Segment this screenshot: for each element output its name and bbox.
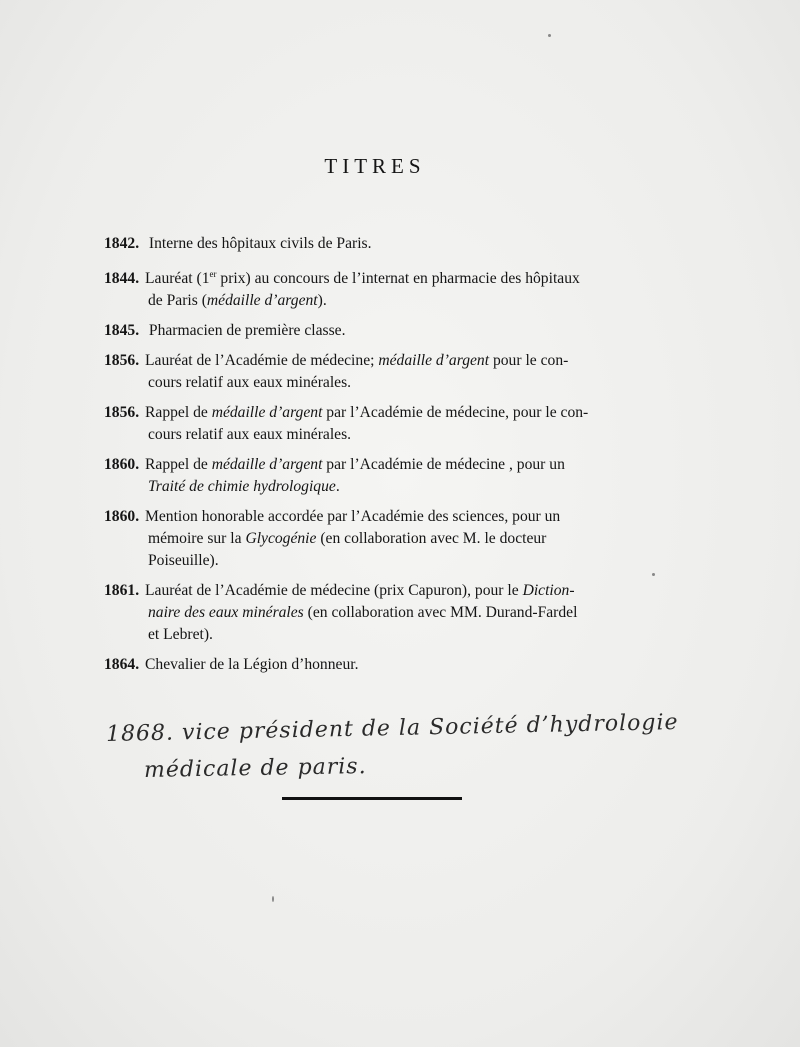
entry-text: Rappel de bbox=[145, 456, 212, 473]
entry-italic: Traité de chimie hydrologique bbox=[148, 478, 336, 495]
list-item bbox=[104, 580, 644, 646]
entry-italic: naire des eaux minérales bbox=[148, 604, 304, 621]
entry-text: de Paris ( bbox=[148, 292, 207, 309]
entry-year: 1861. bbox=[104, 582, 140, 599]
entry-text: pour le con- bbox=[489, 352, 569, 369]
handwritten-line: médicale de paris. bbox=[143, 754, 367, 783]
entry-text: . bbox=[335, 478, 340, 495]
paper-speck bbox=[652, 573, 655, 576]
list-item bbox=[104, 320, 644, 342]
list-item bbox=[104, 233, 644, 255]
entry-text: et Lebret). bbox=[148, 626, 213, 643]
list-item bbox=[104, 506, 644, 572]
entry-italic: Glycogénie bbox=[245, 530, 317, 547]
entry-text: Lauréat de l’Académie de médecine; bbox=[145, 352, 379, 369]
entry-text: prix) au concours de l’internat en pharmacie des hôpitaux bbox=[216, 270, 580, 287]
list-item bbox=[104, 263, 644, 312]
entry-text: ). bbox=[317, 292, 327, 309]
divider bbox=[282, 797, 462, 800]
entry-text: Mention honorable accordée par l’Académie des sciences, pour un bbox=[145, 508, 561, 525]
entry-text: Lauréat (1 bbox=[145, 270, 210, 287]
entry-year: 1856. bbox=[104, 404, 140, 421]
handwritten-line: 1868. vice président de la Société d’hydrologie bbox=[105, 710, 679, 747]
list-item bbox=[104, 454, 644, 498]
entry-text: Interne des hôpitaux civils de Paris. bbox=[148, 235, 372, 252]
entry-year: 1842. bbox=[104, 235, 140, 252]
entry-italic: médaille d’argent bbox=[211, 404, 323, 421]
entry-text: Pharmacien de première classe. bbox=[148, 322, 346, 339]
entry-year: 1845. bbox=[104, 322, 140, 339]
entry-text: cours relatif aux eaux minérales. bbox=[148, 426, 352, 443]
entry-year: 1860. bbox=[104, 508, 140, 525]
list-item bbox=[104, 654, 644, 676]
entry-year: 1864. bbox=[104, 656, 140, 673]
entry-text: Chevalier de la Légion d’honneur. bbox=[145, 656, 359, 673]
entry-year: 1844. bbox=[104, 270, 140, 287]
entry-text: Rappel de bbox=[145, 404, 212, 421]
list-item bbox=[104, 402, 644, 446]
entry-year: 1860. bbox=[104, 456, 140, 473]
entry-text: (en collaboration avec M. le docteur bbox=[316, 530, 547, 547]
entry-text: mémoire sur la bbox=[148, 530, 246, 547]
handwritten-note bbox=[100, 708, 680, 818]
entry-text: cours relatif aux eaux minérales. bbox=[148, 374, 352, 391]
entry-italic: Diction- bbox=[522, 582, 575, 599]
entry-superscript: er bbox=[209, 269, 217, 279]
paper-speck bbox=[548, 34, 551, 37]
entry-text: Poiseuille). bbox=[148, 552, 219, 569]
list-item bbox=[104, 350, 644, 394]
entry-text: (en collaboration avec MM. Durand-Fardel bbox=[303, 604, 578, 621]
entry-year: 1856. bbox=[104, 352, 140, 369]
entry-italic: médaille d’argent bbox=[211, 456, 323, 473]
entry-text: Lauréat de l’Académie de médecine (prix Capuron), pour le bbox=[145, 582, 523, 599]
page-title: TITRES bbox=[324, 154, 426, 178]
entry-italic: médaille d’argent bbox=[206, 292, 318, 309]
paper-speck bbox=[272, 896, 274, 902]
entry-italic: médaille d’argent bbox=[378, 352, 490, 369]
titles-list bbox=[104, 233, 644, 684]
entry-text: par l’Académie de médecine , pour un bbox=[322, 456, 565, 473]
entry-text: par l’Académie de médecine, pour le con- bbox=[322, 404, 589, 421]
